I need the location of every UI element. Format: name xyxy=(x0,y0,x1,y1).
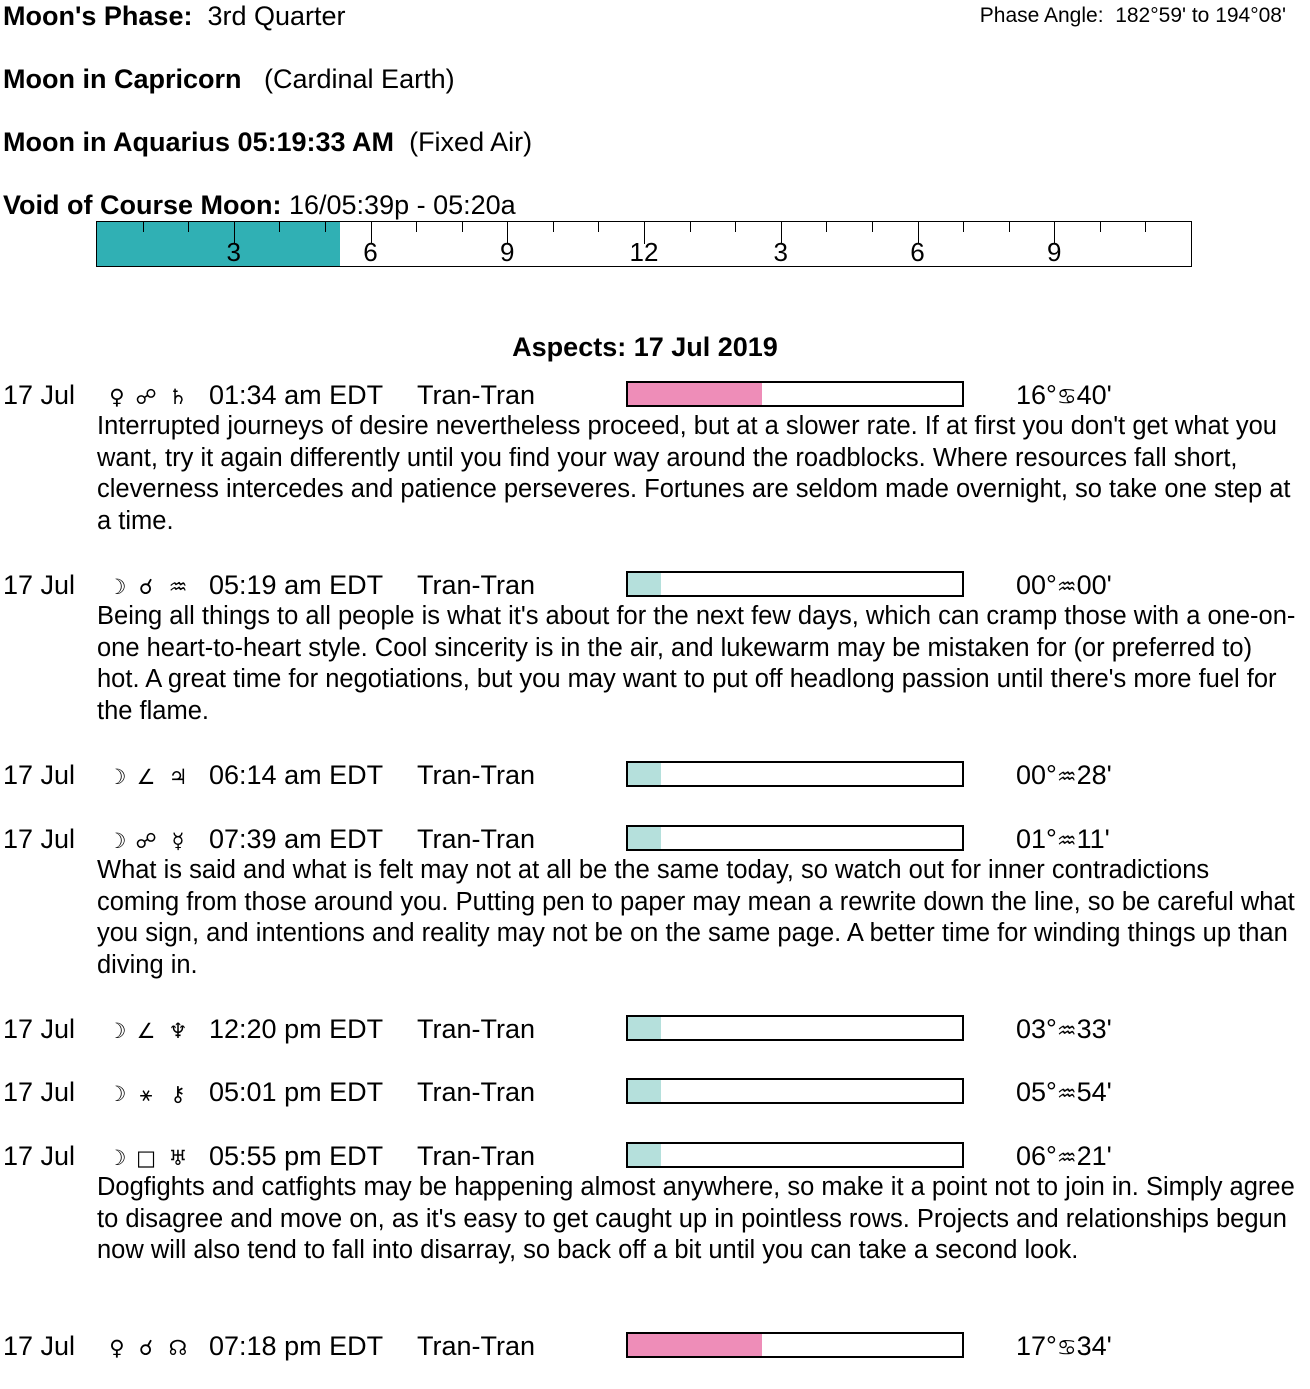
aspect-date: 17 Jul xyxy=(3,1331,76,1361)
timeline-minor-tick xyxy=(462,222,463,232)
aspect-position xyxy=(1016,760,1112,793)
aspect-type: Tran-Tran xyxy=(417,1141,536,1171)
timeline-tick-label: 9 xyxy=(500,237,515,267)
voc-label: Void of Course Moon: xyxy=(3,190,282,220)
timeline-minor-tick xyxy=(598,222,599,232)
aspect-minute: 11' xyxy=(1076,824,1110,854)
aspect-glyphs xyxy=(104,760,194,792)
timeline-minor-tick xyxy=(416,222,417,232)
moon-ingress-quality: (Fixed Air) xyxy=(409,127,533,157)
aspect-type: Tran-Tran xyxy=(417,380,536,410)
aspect-date: 17 Jul xyxy=(3,1141,76,1171)
timeline-tick-label: 3 xyxy=(226,237,241,267)
voc-value: 16/05:39p - 05:20a xyxy=(288,190,516,220)
aspect-strength-bar xyxy=(626,1332,964,1358)
timeline-tick-label: 12 xyxy=(629,237,659,267)
aspect-minute: 00' xyxy=(1076,570,1112,600)
aspect-strength-bar xyxy=(626,571,964,597)
aspect-position xyxy=(1016,570,1112,603)
aspect-minute: 28' xyxy=(1076,760,1112,790)
zodiac-sign-icon: ♒ xyxy=(1056,575,1077,600)
moon-ingress-line xyxy=(3,127,532,157)
aspect-glyphs xyxy=(104,1077,194,1109)
aspect-description: What is said and what is felt may not at all be the same today, so watch out for inner contradictions coming from those around you. Putting pen to paper may mean a rewrite down the line, so be careful what you sign, and intentions and reality may not be on the same page. A better time for winding things up than diving in. xyxy=(97,856,1295,979)
moon-ingress-label: Moon in Aquarius 05:19:33 AM xyxy=(3,127,395,157)
aspect-type: Tran-Tran xyxy=(417,1331,536,1361)
timeline-minor-tick xyxy=(963,222,964,232)
aspect-degree: 06° xyxy=(1016,1141,1057,1171)
aspect-type: Tran-Tran xyxy=(417,760,536,790)
timeline-minor-tick xyxy=(325,222,326,232)
aquarius-icon: ♒ xyxy=(168,575,188,599)
aspect-strength-bar xyxy=(626,1078,964,1104)
aspect-time: 12:20 pm EDT xyxy=(209,1014,384,1044)
aspect-strength-bar xyxy=(626,1015,964,1041)
aspect-position xyxy=(1016,1141,1112,1174)
aspect-strength-bar xyxy=(626,825,964,851)
aspect-strength-fill xyxy=(628,1334,762,1356)
zodiac-sign-icon: ♒ xyxy=(1056,765,1077,790)
aspect-date: 17 Jul xyxy=(3,380,76,410)
moon-icon: ☽ xyxy=(107,1146,127,1170)
aspect-position xyxy=(1016,1077,1112,1110)
timeline-tick-label: 6 xyxy=(910,237,925,267)
void-of-course-fill xyxy=(97,222,340,266)
aspect-description: Interrupted journeys of desire nevertheless proceed, but at a slower rate. If at first you don't get what you want, try it again differently until you find your way around the roadblocks. Where resources fall short, cleverness intercedes and patience perseveres. Fortunes are seldom made overnight, so take one step at a time. xyxy=(97,412,1291,535)
timeline-minor-tick xyxy=(553,222,554,232)
timeline-minor-tick xyxy=(1145,222,1146,232)
aspect-strength-fill xyxy=(628,573,661,595)
moon-sign-line xyxy=(3,64,455,94)
aspect-date: 17 Jul xyxy=(3,760,76,790)
aspect-time: 07:18 pm EDT xyxy=(209,1331,384,1361)
aspect-minute: 33' xyxy=(1076,1014,1112,1044)
north-node-icon: ☊ xyxy=(168,1336,188,1360)
square-icon: □ xyxy=(136,1146,156,1170)
timeline-minor-tick xyxy=(690,222,691,232)
aspect-minute: 54' xyxy=(1076,1077,1112,1107)
zodiac-sign-icon: ♒ xyxy=(1056,1146,1077,1171)
semisquare-icon: ∠ xyxy=(136,1019,156,1043)
timeline-minor-tick xyxy=(1100,222,1101,232)
venus-icon: ♀ xyxy=(109,1336,125,1360)
phase-angle-line xyxy=(980,4,1286,28)
aspect-description: Dogfights and catfights may be happening almost anywhere, so make it a point not to join in. Simply agree to disagree and move on, as it's easy to get caught up in pointless rows. Projects and relationships begun now will also tend to fall into disarray, so back off a bit until you can take a second look. xyxy=(97,1173,1295,1265)
void-of-course-line xyxy=(3,190,516,220)
aspect-time: 01:34 am EDT xyxy=(209,380,384,410)
aspect-date: 17 Jul xyxy=(3,824,76,854)
moon-icon: ☽ xyxy=(107,765,127,789)
moon-sign-quality: (Cardinal Earth) xyxy=(264,64,455,94)
conjunction-icon: ☌ xyxy=(138,575,154,599)
chiron-icon: ⚷ xyxy=(170,1082,186,1106)
aspect-position xyxy=(1016,1014,1112,1047)
phase-angle-label: Phase Angle: xyxy=(979,4,1104,27)
aspect-minute: 40' xyxy=(1076,380,1112,410)
moon-icon: ☽ xyxy=(107,1082,127,1106)
aspect-date: 17 Jul xyxy=(3,1077,76,1107)
aspect-strength-fill xyxy=(628,1144,661,1166)
aspect-degree: 01° xyxy=(1016,824,1057,854)
aspect-date: 17 Jul xyxy=(3,570,76,600)
jupiter-icon: ♃ xyxy=(168,765,188,789)
aspect-strength-bar xyxy=(626,1142,964,1168)
aspect-time: 05:55 pm EDT xyxy=(209,1141,384,1171)
aspect-type: Tran-Tran xyxy=(417,1014,536,1044)
aspect-strength-bar xyxy=(626,761,964,787)
aspect-time: 05:01 pm EDT xyxy=(209,1077,384,1107)
aspect-degree: 03° xyxy=(1016,1014,1057,1044)
zodiac-sign-icon: ♋ xyxy=(1056,385,1077,410)
aspect-glyphs xyxy=(104,570,194,602)
aspect-position xyxy=(1016,380,1112,413)
aspect-glyphs xyxy=(104,1331,194,1363)
aspect-position xyxy=(1016,824,1110,857)
timeline-minor-tick xyxy=(735,222,736,232)
mercury-icon: ☿ xyxy=(171,829,185,853)
void-of-course-timeline xyxy=(96,221,1192,267)
timeline-minor-tick xyxy=(872,222,873,232)
zodiac-sign-icon: ♒ xyxy=(1056,1082,1077,1107)
aspect-time: 05:19 am EDT xyxy=(209,570,384,600)
aspect-glyphs xyxy=(104,1014,194,1046)
zodiac-sign-icon: ♒ xyxy=(1056,1019,1077,1044)
moon-icon: ☽ xyxy=(107,1019,127,1043)
timeline-minor-tick xyxy=(188,222,189,232)
phase-angle-value: 182°59' to 194°08' xyxy=(1115,4,1286,27)
aspect-strength-fill xyxy=(628,763,661,785)
aspect-strength-fill xyxy=(628,1017,661,1039)
aspect-strength-fill xyxy=(628,1080,661,1102)
moon-phase-label: Moon's Phase: xyxy=(3,1,193,31)
timeline-minor-tick xyxy=(279,222,280,232)
aspect-strength-fill xyxy=(628,383,762,405)
aspect-minute: 34' xyxy=(1076,1331,1112,1361)
aspect-degree: 00° xyxy=(1016,760,1057,790)
timeline-tick-label: 6 xyxy=(363,237,378,267)
aspect-strength-bar xyxy=(626,381,964,407)
timeline-minor-tick xyxy=(1009,222,1010,232)
timeline-tick-label: 3 xyxy=(773,237,788,267)
semisquare-icon: ∠ xyxy=(136,765,156,789)
zodiac-sign-icon: ♒ xyxy=(1056,829,1077,854)
aspect-description: Being all things to all people is what it's about for the next few days, which can cramp those with a one-on-one heart-to-heart style. Cool sincerity is in the air, and lukewarm may be mistaken for (or preferred to) hot. A great time for negotiations, but you may want to put off headlong passion until there's more fuel for the flame. xyxy=(97,602,1296,725)
aspect-minute: 21' xyxy=(1076,1141,1112,1171)
moon-phase-line xyxy=(3,1,346,31)
moon-phase-value: 3rd Quarter xyxy=(207,1,346,31)
opposition-icon: ☍ xyxy=(135,385,157,409)
sextile-icon: ⚹ xyxy=(139,1082,153,1106)
aspect-strength-fill xyxy=(628,827,661,849)
aspect-type: Tran-Tran xyxy=(417,1077,536,1107)
moon-icon: ☽ xyxy=(107,575,127,599)
aspect-time: 06:14 am EDT xyxy=(209,760,384,790)
aspect-type: Tran-Tran xyxy=(417,824,536,854)
moon-icon: ☽ xyxy=(107,829,127,853)
venus-icon: ♀ xyxy=(109,385,125,409)
uranus-icon: ♅ xyxy=(168,1146,188,1170)
aspect-degree: 00° xyxy=(1016,570,1057,600)
conjunction-icon: ☌ xyxy=(138,1336,154,1360)
neptune-icon: ♆ xyxy=(168,1019,188,1043)
aspect-position xyxy=(1016,1331,1112,1364)
aspect-type: Tran-Tran xyxy=(417,570,536,600)
aspects-title: Aspects: 17 Jul 2019 xyxy=(512,332,778,362)
aspect-glyphs xyxy=(104,824,194,856)
aspect-glyphs xyxy=(104,380,194,412)
saturn-icon: ♄ xyxy=(168,385,188,409)
aspect-time: 07:39 am EDT xyxy=(209,824,384,854)
timeline-minor-tick xyxy=(826,222,827,232)
aspect-date: 17 Jul xyxy=(3,1014,76,1044)
moon-sign-label: Moon in Capricorn xyxy=(3,64,242,94)
aspect-degree: 17° xyxy=(1016,1331,1057,1361)
timeline-minor-tick xyxy=(143,222,144,232)
aspect-degree: 05° xyxy=(1016,1077,1057,1107)
timeline-tick-label: 9 xyxy=(1047,237,1062,267)
aspect-degree: 16° xyxy=(1016,380,1057,410)
opposition-icon: ☍ xyxy=(135,829,157,853)
zodiac-sign-icon: ♋ xyxy=(1056,1336,1077,1361)
aspect-glyphs xyxy=(104,1141,194,1173)
